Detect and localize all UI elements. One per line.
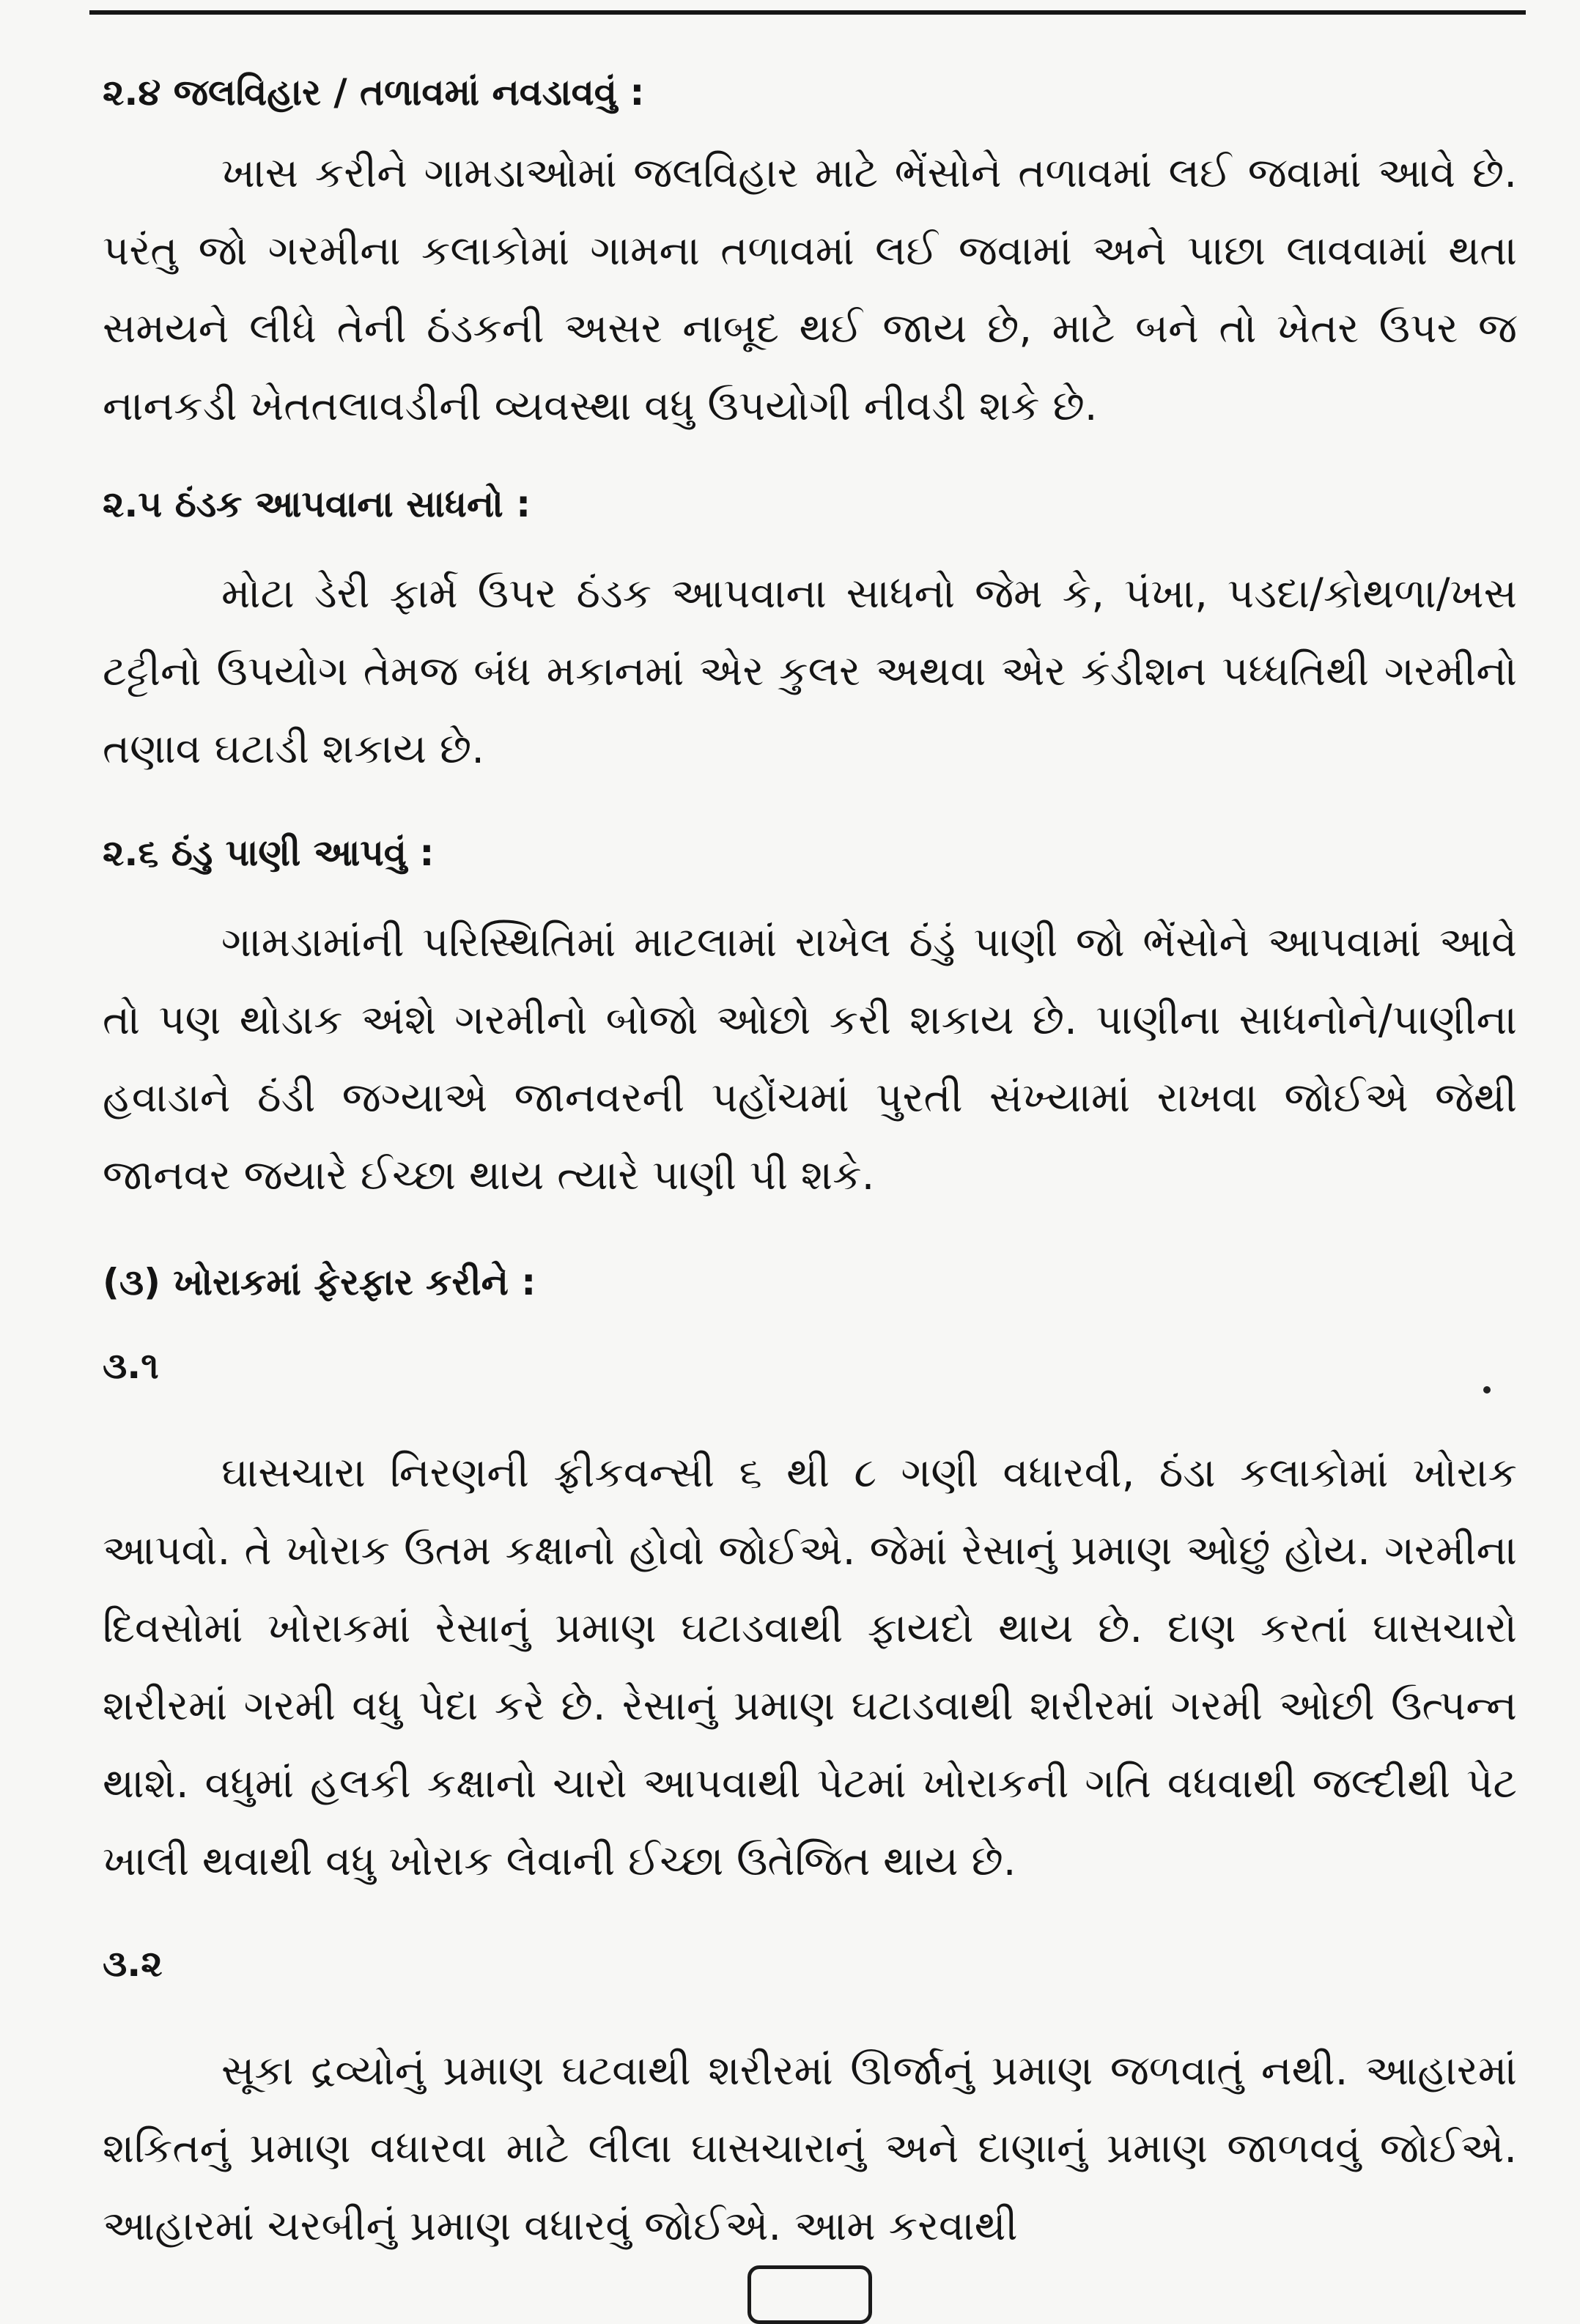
- section-3-1-number: ૩.૧: [103, 1344, 159, 1387]
- section-3-heading: (૩) ખોરાકમાં ફેરફાર કરીને :: [103, 1261, 536, 1303]
- top-border-line: [89, 10, 1526, 15]
- section-3-2-number: ૩.૨: [103, 1942, 163, 1985]
- document-page: [103, 51, 1517, 2265]
- section-2-5-paragraph: મોટા ડેરી ફાર્મ ઉપર ઠંડક આપવાના સાધનો જેમ કે, પંખા, પડદા/કોથળા/ખસ ટટ્ટીનો ઉપયોગ તેમજ બંધ મકાનમાં એર કુલર અથવા એર કંડીશન પધ્ધતિથી ગરમીનો તણાવ ઘટાડી શકાય છે.: [103, 570, 1517, 773]
- section-2-5-heading: ૨.૫ ઠંડક આપવાના સાધનો :: [103, 483, 531, 525]
- section-2-4-heading: ૨.૪ જલવિહાર / તળાવમાં નવડાવવું :: [103, 71, 645, 114]
- section-3-2-paragraph: સૂકા દ્રવ્યોનું પ્રમાણ ઘટવાથી શરીરમાં ઊર્જાનું પ્રમાણ જળવાતું નથી. આહારમાં શકિતનું પ્રમાણ વધારવા માટે લીલા ઘાસચારાનું અને દાણાનું પ્રમાણ જાળવવું જોઈએ. આહારમાં ચરબીનું પ્રમાણ વધારવું જોઈએ. આમ કરવાથી: [103, 2047, 1517, 2250]
- section-2-4-paragraph: ખાસ કરીને ગામડાઓમાં જલવિહાર માટે ભેંસોને તળાવમાં લઈ જવામાં આવે છે. પરંતુ જો ગરમીના કલાકોમાં ગામના તળાવમાં લઈ જવામાં અને પાછા લાવવામાં થતા સમયને લીધે તેની ઠંડકની અસર નાબૂદ થઈ જાય છે, માટે બને તો ખેતર ઉપર જ નાનકડી ખેતતલાવડીની વ્યવસ્થા વધુ ઉપયોગી નીવડી શકે છે.: [103, 149, 1517, 430]
- ink-speck: [1483, 1386, 1491, 1394]
- section-2-6-paragraph: ગામડામાંની પરિસ્થિતિમાં માટલામાં રાખેલ ઠંડું પાણી જો ભેંસોને આપવામાં આવે તો પણ થોડાક અંશે ગરમીનો બોજો ઓછો કરી શકાય છે. પાણીના સાધનોને/પાણીના હવાડાને ઠંડી જગ્યાએ જાનવરની પહોંચમાં પુરતી સંખ્યામાં રાખવા જોઈએ જેથી જાનવર જયારે ઈચ્છા થાય ત્યારે પાણી પી શકે.: [103, 919, 1517, 1199]
- section-2-6-heading: ૨.૬ ઠંડુ પાણી આપવું :: [103, 832, 435, 874]
- page-number-box: [747, 2265, 872, 2324]
- section-3-1-paragraph: ઘાસચારા નિરણની ફ્રીકવન્સી ૬ થી ૮ ગણી વધારવી, ઠંડા કલાકોમાં ખોરાક આપવો. તે ખોરાક ઉતમ કક્ષાનો હોવો જોઈએ. જેમાં રેસાનું પ્રમાણ ઓછું હોય. ગરમીના દિવસોમાં ખોરાકમાં રેસાનું પ્રમાણ ઘટાડવાથી ફાયદો થાય છે. દાણ કરતાં ઘાસચારો શરીરમાં ગરમી વધુ પેદા કરે છે. રેસાનું પ્રમાણ ઘટાડવાથી શરીરમાં ગરમી ઓછી ઉત્પન્ન થાશે. વધુમાં હલકી કક્ષાનો ચારો આપવાથી પેટમાં ખોરાકની ગતિ વધવાથી જલ્દીથી પેટ ખાલી થવાથી વધુ ખોરાક લેવાની ઈચ્છા ઉતેજિત થાય છે.: [103, 1449, 1517, 1885]
